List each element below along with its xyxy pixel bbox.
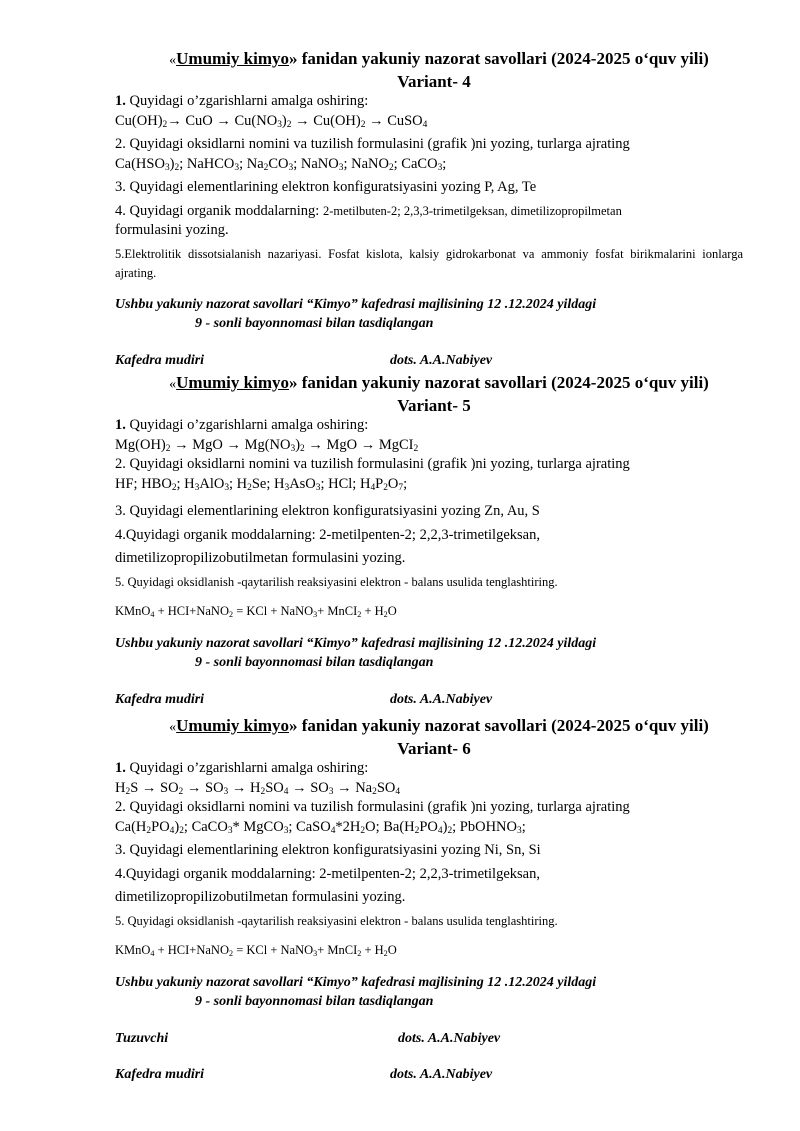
signature-role: Kafedra mudiri	[115, 352, 205, 368]
reaction-chain: $H_2S \to SO_2 \to SO_3 \to H_2SO_4 \to SO_3 \to Na_2SO_4$	[115, 779, 401, 797]
variant-title: Variant- 5	[397, 396, 471, 415]
signature-role: Tuzuvchi	[115, 1030, 169, 1046]
title-text: fanidan yakuniy nazorat savollari (2024-2025 o‘quv yili)	[297, 373, 709, 392]
question-5: 5. Quyidagi oksidlanish -qaytarilish reaksiyasini elektron - balans usulida tenglashtiring.	[115, 913, 558, 928]
question-1	[115, 416, 743, 436]
question-2: 2. Quyidagi oksidlarni nomini va tuzilish formulasini (grafik )ni yozing, turlarga ajrating	[115, 456, 630, 472]
subject-name: Umumiy kimyo	[176, 716, 289, 735]
signature-name: dots. A.A.Nabiyev	[398, 1030, 501, 1046]
compound-list: $Ca(HSO_3)_2$; NaHCO$_3$; $Na_2CO_3$; NaNO$_3$; NaNO$_2$; CaCO$_3$;	[115, 155, 447, 173]
variant-5-block	[115, 372, 743, 709]
signature-name: dots. A.A.Nabiyev	[390, 352, 493, 368]
signature-name: dots. A.A.Nabiyev	[390, 1066, 493, 1082]
question-text: Quyidagi o’zgarishlarni amalga oshiring:	[125, 417, 369, 433]
approval-note: Ushbu yakuniy nazorat savollari “Kimyo” kafedrasi majlisining 12 .12.2024 yildagi 9 - sonli bayonnomasi bilan tasdiqlangan	[115, 296, 597, 331]
question-4-cont: dimetilizopropilizobutilmetan formulasini yozing.	[115, 889, 406, 905]
reaction-chain: $Cu(OH)_2\to$ CuO → $Cu(NO_3)_2 \to Cu(OH)_2$ → CuSO$_4$	[115, 112, 428, 130]
variant-title: Variant- 4	[397, 72, 471, 91]
exam-title	[125, 372, 753, 395]
question-number: 1.	[115, 417, 126, 433]
redox-equation: KMnO$_4$ + HCI+NaNO$_2$ = KCl + NaNO$_3$+ MnCI$_2$ + $H_2O$	[115, 943, 397, 958]
approval-note: Ushbu yakuniy nazorat savollari “Kimyo” kafedrasi majlisining 12 .12.2024 yildagi 9 - sonli bayonnomasi bilan tasdiqlangan	[115, 974, 597, 1009]
question-4: 4. Quyidagi organik moddalarning: 2-metilbuten-2; 2,3,3-trimetilgeksan, dimetilizopropilmetan formulasini yozing.	[115, 202, 622, 238]
title-quote-close: »	[289, 49, 298, 68]
variant-6-block	[115, 715, 743, 1084]
question-1	[115, 759, 743, 779]
question-number: 1.	[115, 93, 126, 109]
signature-name: dots. A.A.Nabiyev	[390, 691, 493, 707]
question-3: 3. Quyidagi elementlarining elektron konfiguratsiyasini yozing P, Ag, Te	[115, 179, 537, 195]
redox-equation: KMnO$_4$ + HCI+NaNO$_2$ = KCl + NaNO$_3$+ MnCI$_2$ + $H_2O$	[115, 604, 397, 619]
approval-note: Ushbu yakuniy nazorat savollari “Kimyo” kafedrasi majlisining 12 .12.2024 yildagi 9 - sonli bayonnomasi bilan tasdiqlangan	[115, 635, 597, 670]
title-quote-close: »	[289, 716, 298, 735]
compound-list: $Ca(H_2PO_4)_2$; CaCO$_3$* MgCO$_3$; $CaSO_4*2H_2O$; $Ba(H_2PO_4)_2$; PbOHNO$_3$;	[115, 818, 526, 836]
question-4: 4.Quyidagi organik moddalarning: 2-metilpenten-2; 2,2,3-trimetilgeksan,	[115, 526, 540, 543]
question-2: 2. Quyidagi oksidlarni nomini va tuzilish formulasini (grafik )ni yozing, turlarga ajrating	[115, 136, 630, 152]
question-number: 1.	[115, 760, 126, 776]
question-5: 5. Quyidagi oksidlanish -qaytarilish reaksiyasini elektron - balans usulida tenglashtiring.	[115, 574, 558, 589]
variant-title: Variant- 6	[397, 739, 471, 758]
question-5: 5.Elektrolitik dissotsialanish nazariyasi. Fosfat kislota, kalsiy gidrokarbonat va ammoniy fosfat birikmalarini ionlarga ajrating.	[115, 246, 743, 280]
signature-line	[115, 351, 743, 370]
question-text: Quyidagi o’zgarishlarni amalga oshiring:	[125, 760, 369, 776]
question-4-cont: dimetilizopropilizobutilmetan formulasini yozing.	[115, 550, 406, 566]
exam-title	[125, 48, 753, 71]
title-quote-open: «	[169, 720, 177, 735]
title-quote-open: «	[169, 53, 177, 68]
question-3: 3. Quyidagi elementlarining elektron konfiguratsiyasini yozing Ni, Sn, Si	[115, 842, 541, 858]
question-1	[115, 92, 743, 112]
compound-list: HF; $HBO_2$; $H_3AlO_3$; $H_2Se$; $H_3AsO_3$; HCl; $H_4P_2O_7$;	[115, 475, 408, 493]
title-quote-open: «	[169, 377, 177, 392]
signature-line	[115, 1065, 743, 1084]
question-2: 2. Quyidagi oksidlarni nomini va tuzilish formulasini (grafik )ni yozing, turlarga ajrating	[115, 799, 630, 815]
compiler-signature-line	[115, 1029, 743, 1048]
question-text: Quyidagi o’zgarishlarni amalga oshiring:	[125, 93, 369, 109]
subject-name: Umumiy kimyo	[176, 49, 289, 68]
signature-role: Kafedra mudiri	[115, 1066, 205, 1082]
exam-title	[125, 715, 753, 738]
signature-line	[115, 690, 743, 709]
variant-4-block	[115, 48, 743, 370]
subject-name: Umumiy kimyo	[176, 373, 289, 392]
signature-role: Kafedra mudiri	[115, 691, 205, 707]
title-text: fanidan yakuniy nazorat savollari (2024-2025 o‘quv yili)	[297, 716, 709, 735]
reaction-chain: $Mg(OH)_2$ → MgO → $Mg(NO_3)_2$ → MgO → MgCI$_2$	[115, 436, 419, 454]
title-text: fanidan yakuniy nazorat savollari (2024-2025 o‘quv yili)	[297, 49, 709, 68]
title-quote-close: »	[289, 373, 298, 392]
question-3: 3. Quyidagi elementlarining elektron konfiguratsiyasini yozing Zn, Au, S	[115, 503, 540, 519]
question-4: 4.Quyidagi organik moddalarning: 2-metilpenten-2; 2,2,3-trimetilgeksan,	[115, 865, 540, 882]
